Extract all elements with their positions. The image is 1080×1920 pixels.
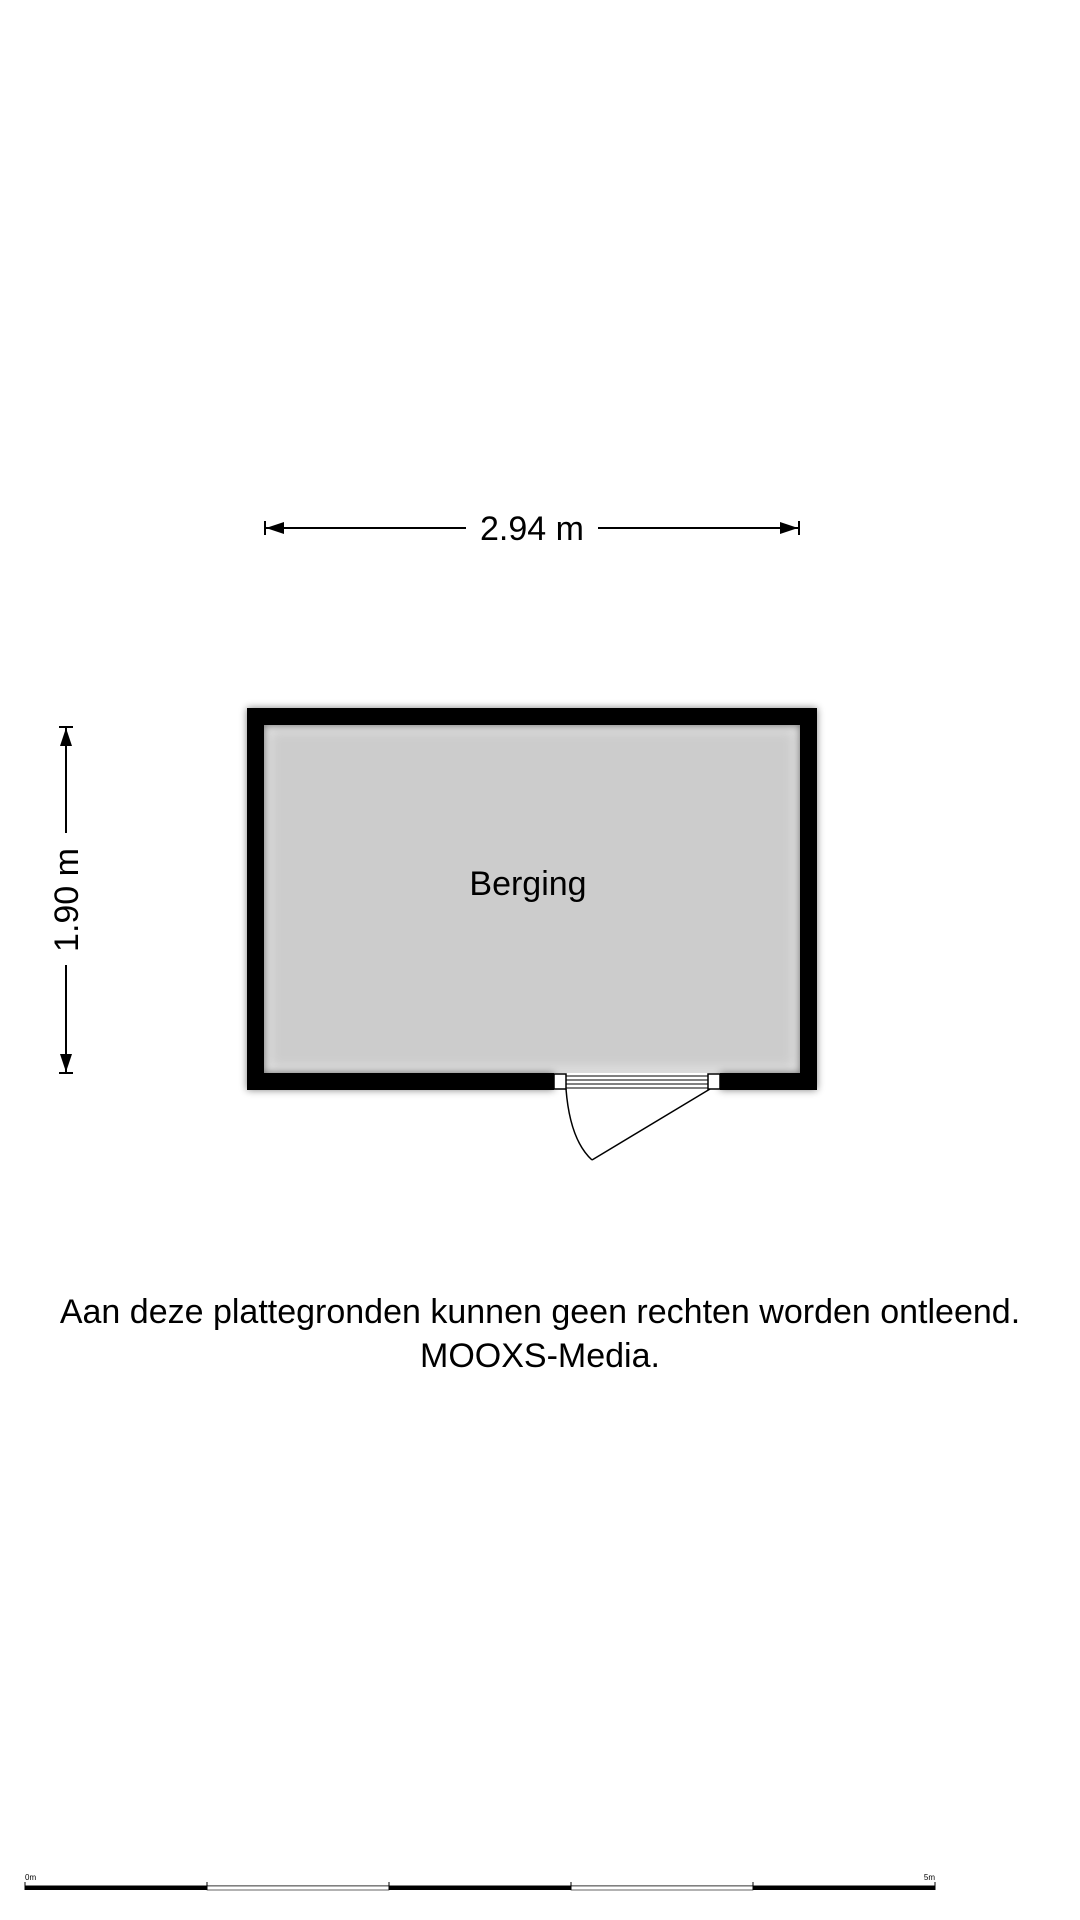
- room-name: Berging: [469, 865, 587, 903]
- disclaimer-line-2: MOOXS-Media.: [420, 1337, 660, 1375]
- width-dimension: [265, 510, 799, 548]
- scale-start-label: 0m: [25, 1873, 37, 1882]
- room-berging: [247, 708, 817, 1160]
- scale-bar: [25, 1873, 935, 1890]
- disclaimer-line-1: Aan deze plattegronden kunnen geen rechten worden ontleend.: [59, 1293, 1021, 1331]
- height-dimension: [48, 727, 86, 1073]
- width-label: 2.94 m: [480, 510, 584, 548]
- scale-end-label: 5m: [923, 1873, 935, 1882]
- height-label: 1.90 m: [48, 848, 86, 952]
- disclaimer: [0, 1290, 1080, 1378]
- door: [554, 1074, 720, 1160]
